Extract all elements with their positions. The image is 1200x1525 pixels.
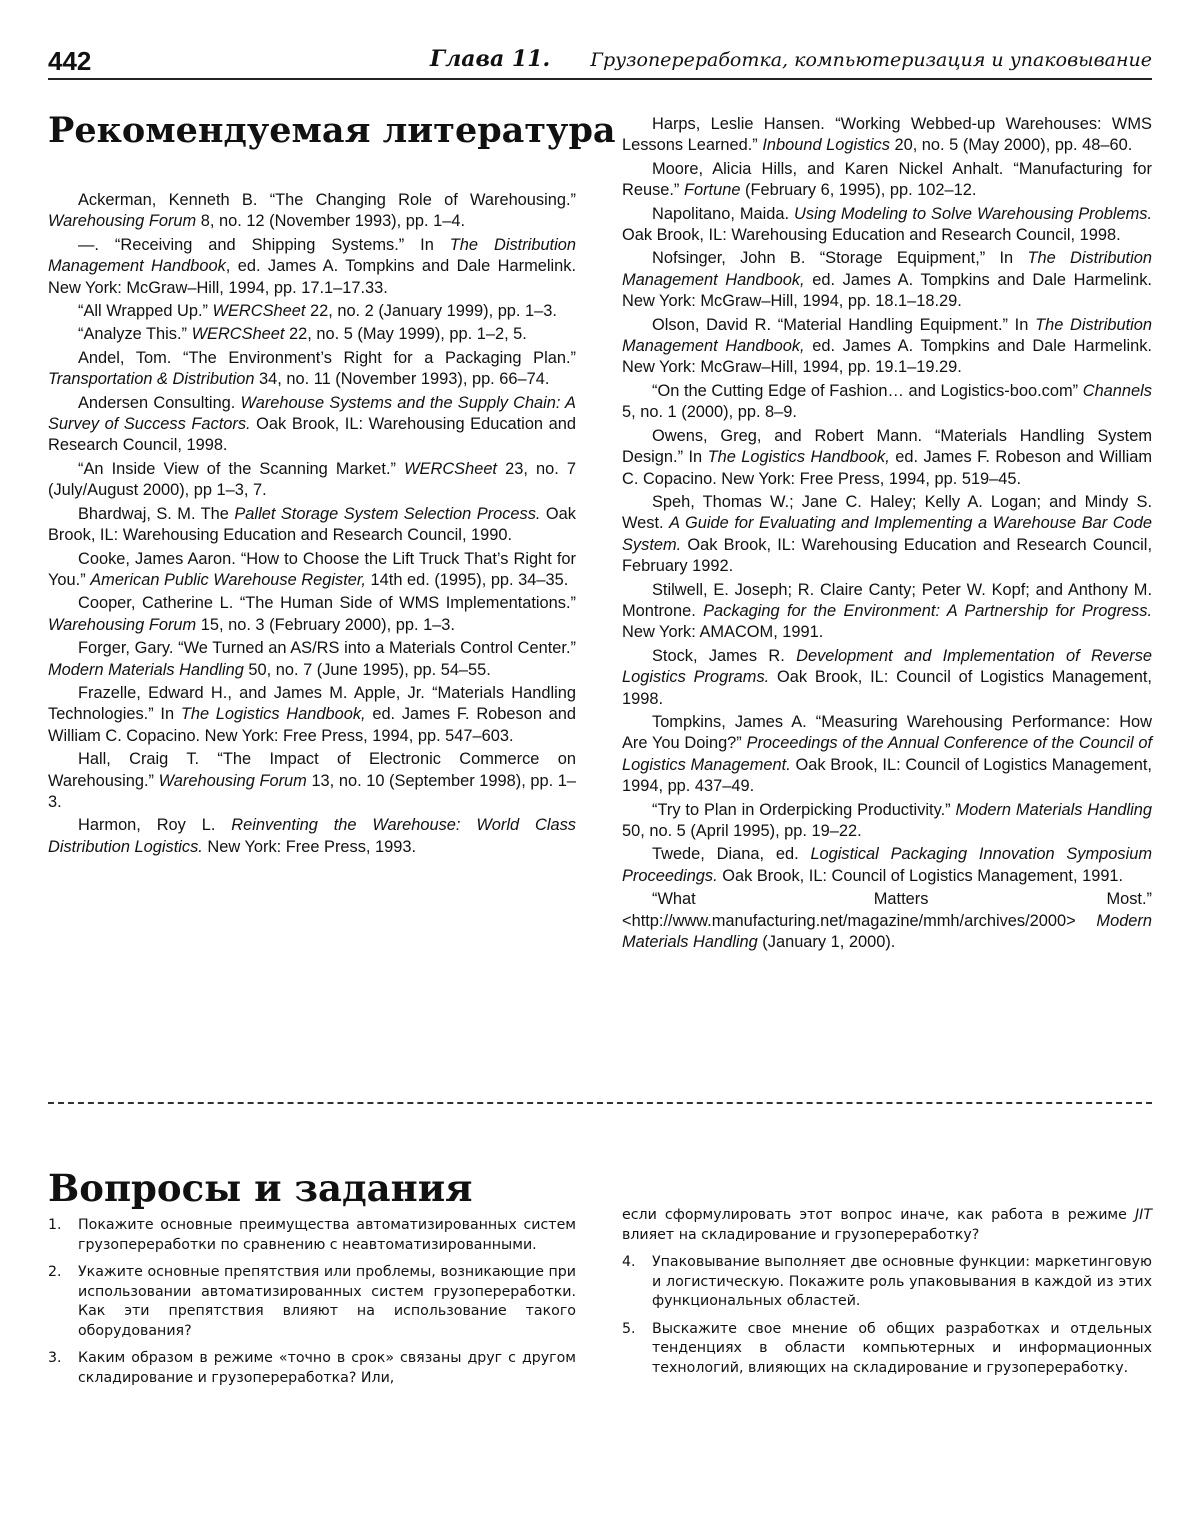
reference-entry: Harps, Leslie Hansen. “Working Webbed-up Warehouses: WMS Lessons Learned.” Inbound Logistics 20, no. 5 (May 2000), pp. 48–60. <box>622 115 1152 155</box>
questions-right-column <box>622 1206 1152 1386</box>
question-number: 4. <box>622 1254 636 1270</box>
question-text: Укажите основные препятствия или проблемы, возникающие при использовании автоматизированных систем грузопереработки. Как эти препятствия влияют на использование такого оборудования? <box>78 1264 576 1339</box>
question-text: Упаковывание выполняет две основные функции: маркетинговую и логистическую. Покажите роль упаковывания в каждой из этих функциональных областей. <box>652 1254 1152 1309</box>
reference-entry: Bhardwaj, S. M. The Pallet Storage System Selection Process. Oak Brook, IL: Warehousing Education and Research Council, 1990. <box>48 504 576 545</box>
reference-entry: “On the Cutting Edge of Fashion… and Logistics-boo.com” Channels 5, no. 1 (2000), pp. 8–9. <box>622 381 1152 422</box>
question-item <box>48 1216 576 1255</box>
reference-entry: Tompkins, James A. “Measuring Warehousing Performance: How Are You Doing?” Proceedings of the Annual Conference of the Council of Logistics Management. Oak Brook, IL: Council of Logistics Management, 1994, pp. 437–49. <box>622 712 1152 796</box>
reference-entry: Stilwell, E. Joseph; R. Claire Canty; Peter W. Kopf; and Anthony M. Montrone. Packaging for the Environment: A Partnership for Progress. New York: AMACOM, 1991. <box>622 580 1153 642</box>
running-title: Грузопереработка, компьютеризация и упаковывание <box>590 49 1152 71</box>
reference-entry: Frazelle, Edward H., and James M. Apple, Jr. “Materials Handling Technologies.” In The Logistics Handbook, ed. James F. Robeson and William C. Copacino. New York: Free Press, 1994, pp. 547–603. <box>48 683 577 745</box>
reference-entry: Ackerman, Kenneth B. “The Changing Role of Warehousing.” Warehousing Forum 8, no. 12 (November 1993), pp. 1–4. <box>48 191 576 231</box>
questions-heading: Вопросы и задания <box>48 1166 473 1210</box>
reference-entry: Cooper, Catherine L. “The Human Side of WMS Implementations.” Warehousing Forum 15, no. 3 (February 2000), pp. 1–3. <box>48 594 576 634</box>
question-text: Каким образом в режиме «точно в срок» связаны друг с другом складирование и грузопереработка? Или, <box>78 1350 576 1386</box>
reference-entry: Forger, Gary. “We Turned an AS/RS into a Materials Control Center.” Modern Materials Handling 50, no. 7 (June 1995), pp. 54–55. <box>48 639 576 679</box>
references-left-column <box>48 190 576 860</box>
reference-entry: “Analyze This.” WERCSheet 22, no. 5 (May 1999), pp. 1–2, 5. <box>78 325 527 344</box>
reference-entry: Stock, James R. Development and Implementation of Reverse Logistics Programs. Oak Brook, IL: Council of Logistics Management, 1998. <box>622 646 1153 708</box>
question-number: 3. <box>48 1350 62 1366</box>
page-number: 442 <box>48 46 92 76</box>
book-page <box>48 40 1152 1500</box>
reference-entry: Hall, Craig T. “The Impact of Electronic Commerce on Warehousing.” Warehousing Forum 13, no. 10 (September 1998), pp. 1–3. <box>48 750 576 811</box>
questions-left-column <box>48 1216 576 1396</box>
question-item <box>48 1263 576 1341</box>
question-text: Покажите основные преимущества автоматизированных систем грузопереработки по сравнению с неавтоматизированными. <box>78 1217 576 1253</box>
question-item <box>622 1253 1152 1312</box>
header-rule <box>48 78 1152 80</box>
reference-entry: “Try to Plan in Orderpicking Productivity.” Modern Materials Handling 50, no. 5 (April 1995), pp. 19–22. <box>622 800 1152 840</box>
question-number: 1. <box>48 1217 62 1233</box>
question-text: Выскажите свое мнение об общих разработках и отдельных тенденциях в области компьютерных и информационных технологий, влияющих на складирование и грузопереработку. <box>652 1320 1152 1376</box>
question-item <box>48 1349 576 1388</box>
reference-entry: “All Wrapped Up.” WERCSheet 22, no. 2 (January 1999), pp. 1–3. <box>78 302 557 321</box>
reference-entry: Owens, Greg, and Robert Mann. “Materials Handling System Design.” In The Logistics Handbook, ed. James F. Robeson and William C. Copacino. New York: Free Press, 1994, pp. 519–45. <box>622 426 1153 488</box>
reference-entry: Moore, Alicia Hills, and Karen Nickel Anhalt. “Manufacturing for Reuse.” Fortune (February 6, 1995), pp. 102–12. <box>622 159 1152 200</box>
reference-entry: Andersen Consulting. Warehouse Systems and the Supply Chain: A Survey of Success Factors. Oak Brook, IL: Warehousing Education and Research Council, 1998. <box>48 393 576 455</box>
section-divider <box>48 1102 1152 1104</box>
reference-entry: Andel, Tom. “The Environment’s Right for a Packaging Plan.” Transportation & Distribution 34, no. 11 (November 1993), pp. 66–74. <box>48 348 576 389</box>
running-header <box>48 40 1152 80</box>
reference-entry: Nofsinger, John B. “Storage Equipment,” In The Distribution Management Handbook, ed. James A. Tompkins and Dale Harmelink. New York: McGraw–Hill, 1994, pp. 18.1–18.29. <box>622 249 1152 311</box>
reference-entry: —. “Receiving and Shipping Systems.” In The Distribution Management Handbook, ed. James A. Tompkins and Dale Harmelink. New York: McGraw–Hill, 1994, pp. 17.1–17.33. <box>48 235 577 297</box>
reference-entry: “What Matters Most.” <http://www.manufacturing.net/magazine/mmh/archives/2000> Modern Materials Handling (January 1, 2000). <box>622 890 1152 952</box>
question-item <box>622 1320 1152 1379</box>
references-right-column <box>622 114 1152 955</box>
reference-entry: Cooke, James Aaron. “How to Choose the Lift Truck That’s Right for You.” American Public Warehouse Register, 14th ed. (1995), pp. 34–35. <box>48 549 576 589</box>
question-3-continuation: если сформулировать этот вопрос иначе, как работа в режиме JIT влияет на складирование и грузопереработку? <box>622 1207 1152 1243</box>
reference-entry: Harmon, Roy L. Reinventing the Warehouse: World Class Distribution Logistics. New York: Free Press, 1993. <box>48 816 576 856</box>
question-number: 5. <box>622 1320 636 1337</box>
reference-entry: Olson, David R. “Material Handling Equipment.” In The Distribution Management Handbook, ed. James A. Tompkins and Dale Harmelink. New York: McGraw–Hill, 1994, pp. 19.1–19.29. <box>622 315 1152 377</box>
reference-entry: Napolitano, Maida. Using Modeling to Solve Warehousing Problems. Oak Brook, IL: Warehousing Education and Research Council, 1998. <box>622 204 1152 245</box>
reference-entry: Twede, Diana, ed. Logistical Packaging Innovation Symposium Proceedings. Oak Brook, IL: Council of Logistics Management, 1991. <box>622 845 1152 885</box>
chapter-label: Глава 11. <box>430 46 551 72</box>
question-number: 2. <box>48 1264 62 1280</box>
literature-heading: Рекомендуемая литература <box>48 110 616 151</box>
reference-entry: “An Inside View of the Scanning Market.” WERCSheet 23, no. 7 (July/August 2000), pp 1–3, 7. <box>48 459 576 500</box>
reference-entry: Speh, Thomas W.; Jane C. Haley; Kelly A. Logan; and Mindy S. West. A Guide for Evaluating and Implementing a Warehouse Bar Code System. Oak Brook, IL: Warehousing Education and Research Council, February 1992. <box>622 492 1152 576</box>
